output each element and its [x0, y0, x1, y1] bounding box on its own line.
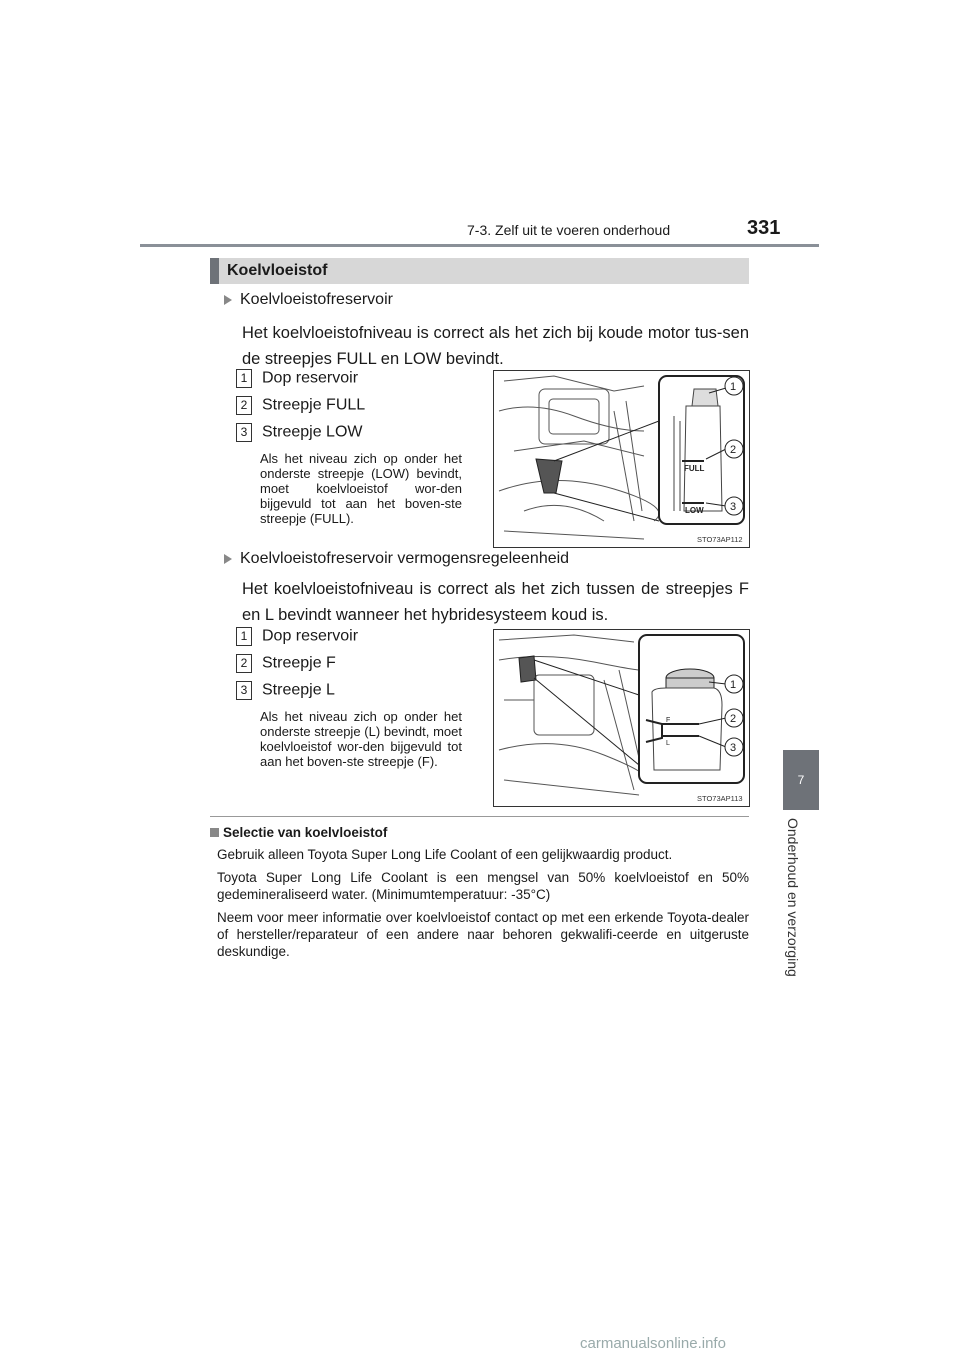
f-mark-label: F [666, 717, 671, 724]
section-title-bar [210, 258, 749, 284]
watermark: carmanualsonline.info [580, 1335, 726, 1352]
callout-3: 3 [730, 501, 737, 513]
page-number: 331 [747, 217, 781, 239]
section-divider [210, 816, 749, 817]
triangle-bullet-icon [224, 554, 232, 564]
bullet-coolant-reservoir: Koelvloeistofreservoir [224, 291, 393, 309]
callout-1: 1 [730, 381, 737, 393]
block1-item-1: 1 Dop reservoir [236, 369, 358, 388]
block1-note: Als het niveau zich op onder het onderste streepje (LOW) bevindt, moet koelvloeistof wor-den bijgevuld tot aan het boven-ste streepje (FULL). [260, 451, 462, 526]
block2-item-3: 3 Streepje L [236, 681, 335, 700]
chapter-tab-title: Onderhoud en verzorging [785, 818, 801, 977]
selection-paragraph-1: Gebruik alleen Toyota Super Long Life Coolant of een gelijkwaardig product. [217, 847, 673, 862]
block1-item-3: 3 Streepje LOW [236, 423, 362, 442]
callout-1: 1 [730, 679, 737, 691]
engine-bay-illustration [494, 630, 749, 806]
running-header: 7-3. Zelf uit te voeren onderhoud [467, 222, 671, 238]
l-mark-label: L [666, 740, 670, 747]
low-mark-label: LOW [685, 506, 704, 515]
block1-paragraph: Het koelvloeistofniveau is correct als het zich bij koude motor tus-sen de streepjes FULL en LOW bevindt. [242, 324, 749, 368]
block2-note: Als het niveau zich op onder het onderste streepje (L) bevindt, moet koelvloeistof wor-den bijgevuld tot aan het boven-ste streepje (F). [260, 709, 462, 769]
figure-power-control-reservoir [493, 629, 750, 807]
block2-item-1: 1 Dop reservoir [236, 627, 358, 646]
full-mark-label: FULL [684, 464, 705, 473]
callout-3: 3 [730, 742, 737, 754]
callout-2: 2 [730, 713, 737, 725]
engine-bay-illustration [494, 371, 749, 547]
figure-code: STO73AP112 [697, 535, 743, 544]
section-title: Koelvloeistof [227, 262, 328, 279]
selection-heading: Selectie van koelvloeistof [210, 825, 387, 840]
selection-paragraph-3: Neem voor meer informatie over koelvloeistof contact op met een erkende Toyota-dealer of hersteller/reparateur of een andere naar behoren gekwalifi-ceerde en uitgeruste deskundige. [217, 910, 749, 959]
triangle-bullet-icon [224, 295, 232, 305]
block1-item-2: 2 Streepje FULL [236, 396, 365, 415]
figure-coolant-reservoir [493, 370, 750, 548]
block2-item-2: 2 Streepje F [236, 654, 336, 673]
chapter-tab: 7 [783, 750, 819, 810]
selection-paragraph-2: Toyota Super Long Life Coolant is een mengsel van 50% koelvloeistof en 50% gedemineraliseerd water. (Minimumtemperatuur: -35°C) [217, 870, 749, 902]
block2-paragraph: Het koelvloeistofniveau is correct als het zich tussen de streepjes F en L bevindt wanneer het hybridesysteem koud is. [242, 580, 749, 624]
square-bullet-icon [210, 828, 219, 837]
callout-2: 2 [730, 444, 737, 456]
header-rule [140, 244, 819, 247]
bullet-power-control-reservoir: Koelvloeistofreservoir vermogensregeleenheid [224, 550, 569, 568]
figure-code: STO73AP113 [697, 794, 743, 803]
